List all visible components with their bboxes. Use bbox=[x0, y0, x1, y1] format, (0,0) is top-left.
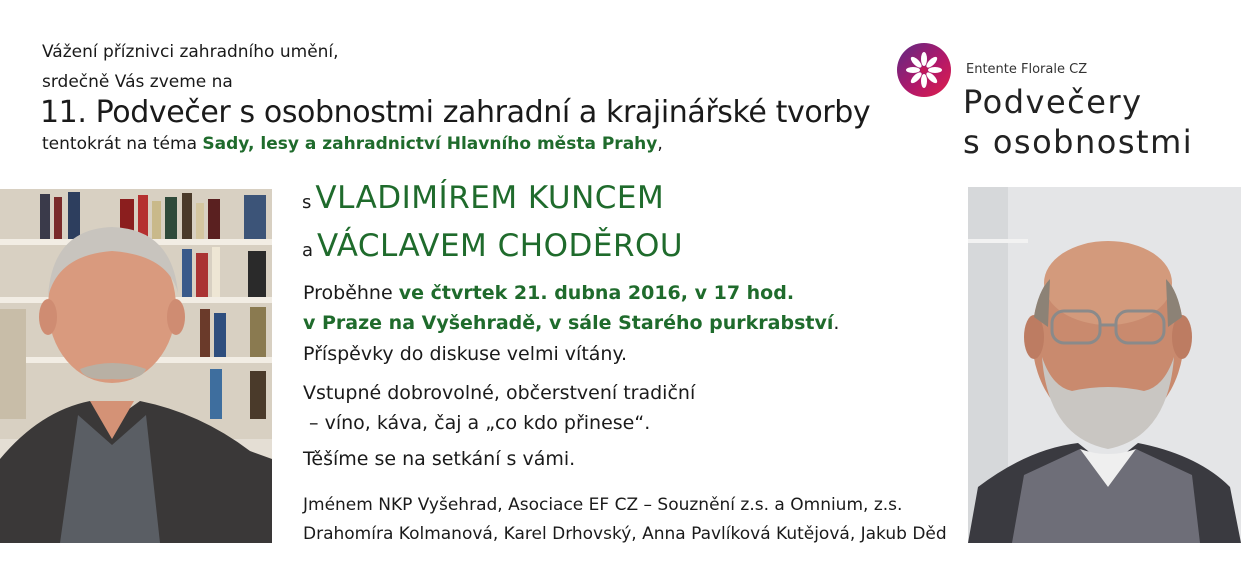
signature-names: Drahomíra Kolmanová, Karel Drhovský, Anna Pavlíková Kutějová, Jakub Děd bbox=[303, 524, 947, 544]
brand-title-line-2: s osobnostmi bbox=[963, 123, 1194, 161]
greeting-line-2: srdečně Vás zveme na bbox=[42, 72, 233, 92]
brand-title bbox=[963, 82, 1193, 162]
theme-suffix: , bbox=[657, 134, 663, 154]
guest-prep-1: s bbox=[302, 192, 312, 213]
theme-prefix: tentokrát na téma bbox=[42, 134, 197, 154]
portrait-right bbox=[968, 187, 1241, 543]
when-prefix: Proběhne bbox=[303, 282, 399, 304]
event-title: 11. Podvečer s osobnostmi zahradní a krajinářské tvorby bbox=[40, 95, 871, 130]
place-suffix: . bbox=[833, 312, 840, 334]
brand-subtitle: Entente Florale CZ bbox=[966, 62, 1088, 77]
brand-title-line-1: Podvečery bbox=[963, 83, 1143, 121]
guest-prep-2: a bbox=[302, 240, 314, 261]
guest-1-label: VLADIMÍREM KUNCEM bbox=[315, 180, 665, 216]
greeting-line-1: Vážení příznivci zahradního umění, bbox=[42, 42, 339, 62]
event-date-line bbox=[303, 278, 839, 308]
event-date: ve čtvrtek 21. dubna 2016, v 17 hod. bbox=[398, 282, 795, 304]
event-theme bbox=[42, 134, 663, 154]
flower-icon bbox=[896, 42, 952, 98]
entry-line-2: – víno, káva, čaj a „co kdo přinese“. bbox=[303, 412, 651, 434]
greeting bbox=[42, 37, 339, 97]
discussion-note: Příspěvky do diskuse velmi vítány. bbox=[303, 343, 628, 365]
portrait-left bbox=[0, 189, 272, 543]
entry-note bbox=[303, 378, 695, 438]
guest-2-label: VÁCLAVEM CHODĚROU bbox=[317, 228, 684, 264]
entry-line-1: Vstupné dobrovolné, občerstvení tradiční bbox=[303, 382, 696, 404]
signature-organisations: Jménem NKP Vyšehrad, Asociace EF CZ – Souznění z.s. a Omnium, z.s. bbox=[303, 495, 903, 515]
event-when-where bbox=[303, 278, 839, 338]
event-place-line bbox=[303, 308, 839, 338]
event-place: v Praze na Vyšehradě, v sále Starého purkrabství bbox=[303, 312, 834, 334]
guest-name-2 bbox=[302, 228, 683, 264]
closing-note: Těšíme se na setkání s vámi. bbox=[303, 448, 576, 470]
theme-topic: Sady, lesy a zahradnictví Hlavního města Prahy bbox=[202, 134, 658, 154]
guest-name-1 bbox=[302, 180, 664, 216]
